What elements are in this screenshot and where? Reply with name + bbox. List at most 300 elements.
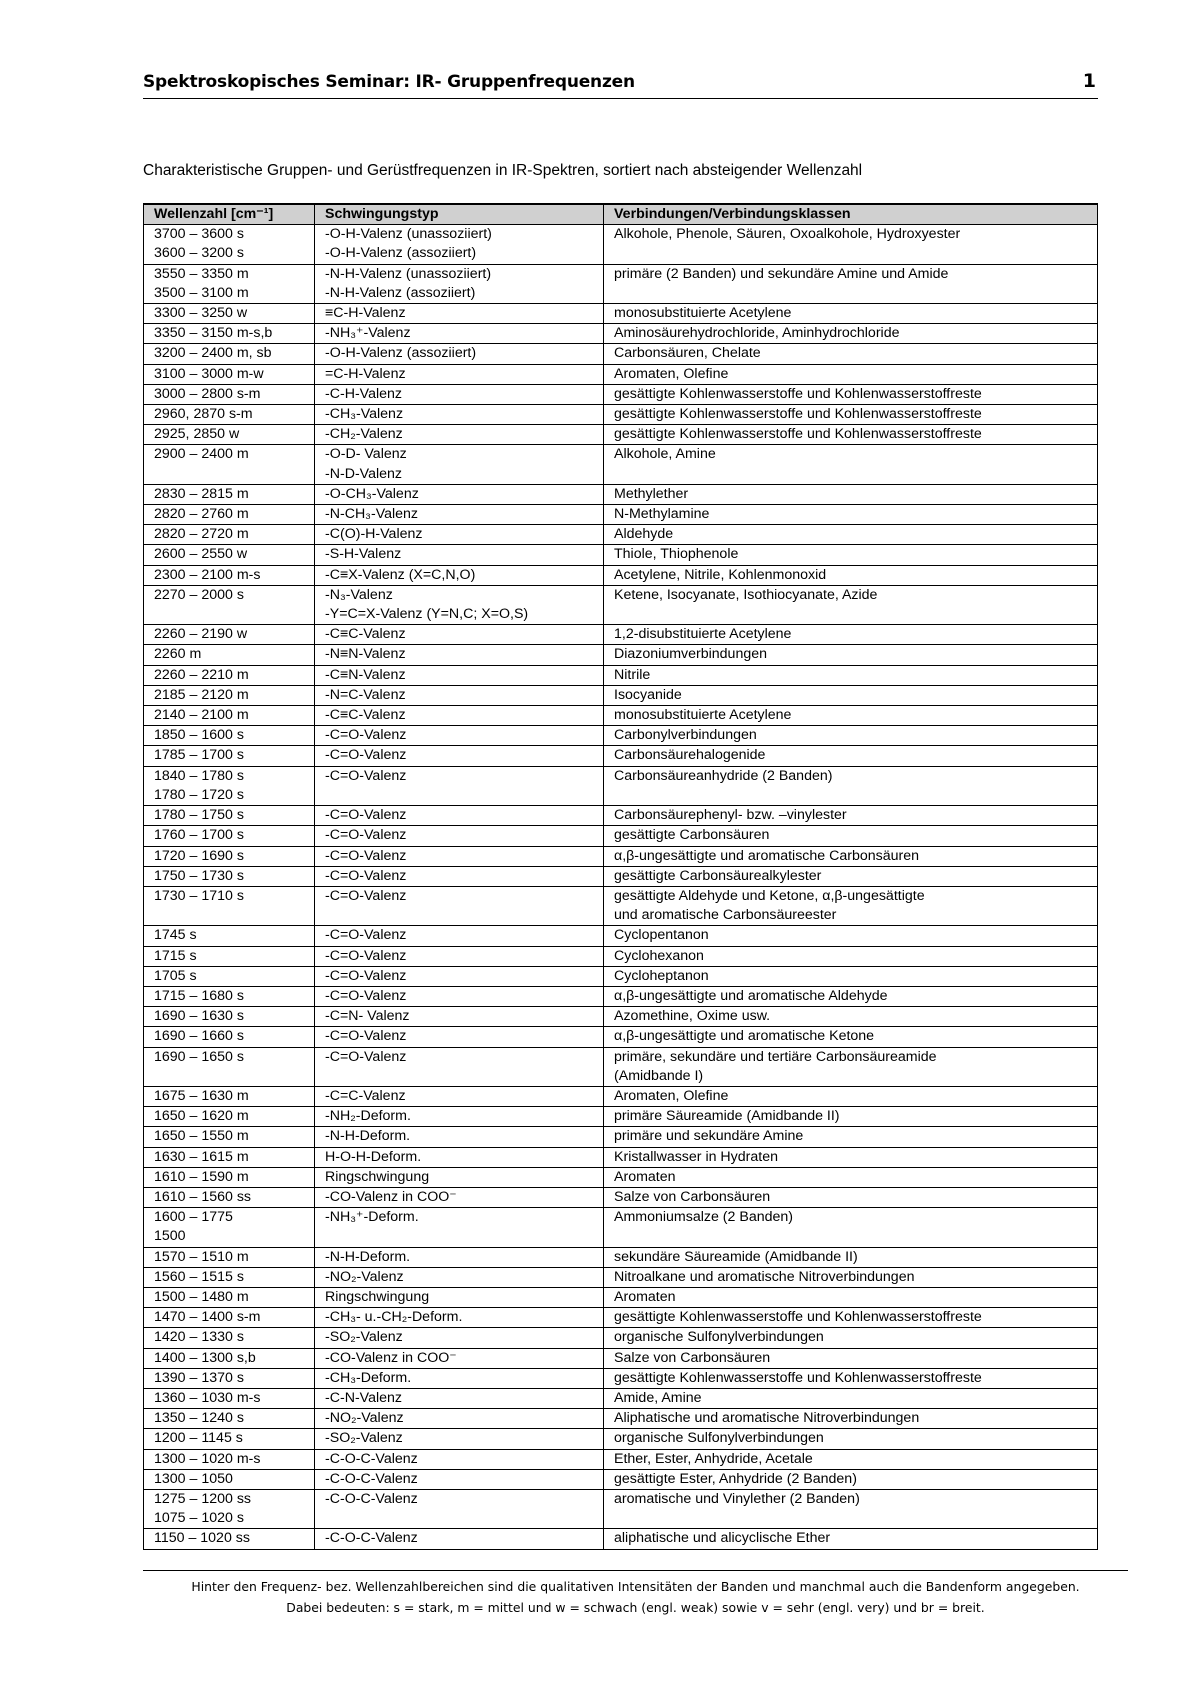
cell-line: -C-N-Valenz bbox=[325, 1389, 402, 1406]
verbindungen-cell bbox=[604, 344, 1098, 364]
verbindungen-cell bbox=[604, 585, 1098, 624]
wellenzahl-cell bbox=[144, 565, 315, 585]
schwingungstyp-cell bbox=[315, 886, 604, 925]
footer-line-1: Hinter den Frequenz- bez. Wellenzahlbereichen sind die qualitativen Intensitäten der Banden und manchmal auch die Bandenform angegeben. bbox=[191, 1579, 1080, 1594]
cell-line: -SO₂-Valenz bbox=[325, 1329, 403, 1346]
table-row bbox=[144, 966, 1098, 986]
wellenzahl-cell bbox=[144, 1247, 315, 1267]
cell-line: Ringschwingung bbox=[325, 1168, 430, 1185]
cell-line: -N-H-Deform. bbox=[325, 1248, 411, 1265]
cell-line: aromatische und Vinylether (2 Banden) bbox=[614, 1491, 860, 1507]
cell-line: -CH₃-Deform. bbox=[325, 1369, 412, 1386]
cell-line: -C-O-C-Valenz bbox=[325, 1450, 418, 1467]
verbindungen-cell bbox=[604, 545, 1098, 565]
table-row bbox=[144, 1127, 1098, 1147]
wellenzahl-cell bbox=[144, 364, 315, 384]
schwingungstyp-cell bbox=[315, 685, 604, 705]
table-row bbox=[144, 384, 1098, 404]
cell-line: 1690 – 1630 s bbox=[154, 1008, 244, 1025]
cell-line: Aromaten bbox=[614, 1288, 676, 1305]
cell-line: Azomethine, Oxime usw. bbox=[614, 1008, 771, 1025]
cell-line: (Amidbande I) bbox=[614, 1067, 704, 1084]
cell-line: Carbonsäuren, Chelate bbox=[614, 345, 761, 362]
wellenzahl-cell bbox=[144, 946, 315, 966]
verbindungen-cell bbox=[604, 766, 1098, 805]
table-row bbox=[144, 685, 1098, 705]
cell-line: -O-H-Valenz (unassoziiert) bbox=[325, 226, 492, 243]
footer-note bbox=[143, 1571, 1128, 1618]
table-row bbox=[144, 846, 1098, 866]
cell-line: gesättigte Aldehyde und Ketone, α,β-ungesättigte bbox=[614, 887, 925, 904]
table-row bbox=[144, 1208, 1098, 1247]
cell-line: -N-D-Valenz bbox=[325, 465, 402, 482]
schwingungstyp-cell bbox=[315, 1287, 604, 1307]
cell-line: -C=O-Valenz bbox=[325, 727, 407, 744]
cell-line: organische Sulfonylverbindungen bbox=[614, 1329, 824, 1346]
cell-line: -N₃-Valenz bbox=[325, 586, 393, 603]
table-row bbox=[144, 1086, 1098, 1106]
schwingungstyp-cell bbox=[315, 826, 604, 846]
cell-line: -NH₂-Deform. bbox=[325, 1108, 411, 1125]
verbindungen-cell bbox=[604, 1368, 1098, 1388]
wellenzahl-cell bbox=[144, 525, 315, 545]
cell-line: -C=O-Valenz bbox=[325, 847, 407, 864]
wellenzahl-cell bbox=[144, 1529, 315, 1549]
verbindungen-cell bbox=[604, 525, 1098, 545]
column-header-schwingungstyp: Schwingungstyp bbox=[315, 204, 604, 225]
cell-line: -C≡X-Valenz (X=C,N,O) bbox=[325, 566, 476, 583]
wellenzahl-cell bbox=[144, 1429, 315, 1449]
wellenzahl-cell bbox=[144, 665, 315, 685]
cell-line: 1705 s bbox=[154, 967, 197, 984]
schwingungstyp-cell bbox=[315, 866, 604, 886]
schwingungstyp-cell bbox=[315, 324, 604, 344]
cell-line: 1300 – 1050 bbox=[154, 1470, 233, 1487]
cell-line: primäre, sekundäre und tertiäre Carbonsäureamide bbox=[614, 1048, 937, 1065]
cell-line: 1350 – 1240 s bbox=[154, 1410, 244, 1427]
cell-line: Carbonsäurehalogenide bbox=[614, 747, 766, 764]
cell-line: -CO-Valenz in COO⁻ bbox=[325, 1188, 457, 1205]
schwingungstyp-cell bbox=[315, 445, 604, 484]
wellenzahl-cell bbox=[144, 986, 315, 1006]
table-row bbox=[144, 1007, 1098, 1027]
cell-line: -C=O-Valenz bbox=[325, 747, 407, 764]
cell-line: Cyclohexanon bbox=[614, 947, 704, 964]
table-row bbox=[144, 545, 1098, 565]
schwingungstyp-cell bbox=[315, 225, 604, 264]
schwingungstyp-cell bbox=[315, 665, 604, 685]
schwingungstyp-cell bbox=[315, 505, 604, 525]
cell-line: -O-H-Valenz (assoziiert) bbox=[325, 245, 477, 262]
column-header-verbindungen: Verbindungen/Verbindungsklassen bbox=[604, 204, 1098, 225]
cell-line: 1850 – 1600 s bbox=[154, 727, 244, 744]
table-row bbox=[144, 946, 1098, 966]
wellenzahl-cell bbox=[144, 1147, 315, 1167]
cell-line: primäre Säureamide (Amidbande II) bbox=[614, 1108, 840, 1125]
wellenzahl-cell bbox=[144, 886, 315, 925]
wellenzahl-cell bbox=[144, 966, 315, 986]
table-row bbox=[144, 926, 1098, 946]
cell-line: Ammoniumsalze (2 Banden) bbox=[614, 1209, 793, 1226]
wellenzahl-cell bbox=[144, 1469, 315, 1489]
verbindungen-cell bbox=[604, 1127, 1098, 1147]
cell-line: 3350 – 3150 m-s,b bbox=[154, 325, 273, 342]
schwingungstyp-cell bbox=[315, 926, 604, 946]
wellenzahl-cell bbox=[144, 706, 315, 726]
schwingungstyp-cell bbox=[315, 1167, 604, 1187]
verbindungen-cell bbox=[604, 1409, 1098, 1429]
schwingungstyp-cell bbox=[315, 966, 604, 986]
schwingungstyp-cell bbox=[315, 1027, 604, 1047]
table-row bbox=[144, 1490, 1098, 1529]
cell-line: 2925, 2850 w bbox=[154, 426, 240, 443]
table-row bbox=[144, 1388, 1098, 1408]
cell-line: 2270 – 2000 s bbox=[154, 586, 244, 603]
verbindungen-cell bbox=[604, 1047, 1098, 1086]
schwingungstyp-cell bbox=[315, 384, 604, 404]
cell-line: 1610 – 1590 m bbox=[154, 1168, 249, 1185]
cell-line: -N=C-Valenz bbox=[325, 686, 406, 703]
verbindungen-cell bbox=[604, 1328, 1098, 1348]
cell-line: gesättigte Carbonsäuren bbox=[614, 827, 770, 844]
cell-line: -N-H-Deform. bbox=[325, 1128, 411, 1145]
cell-line: Diazoniumverbindungen bbox=[614, 646, 768, 663]
verbindungen-cell bbox=[604, 304, 1098, 324]
verbindungen-cell bbox=[604, 665, 1098, 685]
cell-line: 1715 – 1680 s bbox=[154, 987, 244, 1004]
cell-line: 1560 – 1515 s bbox=[154, 1268, 244, 1285]
wellenzahl-cell bbox=[144, 1187, 315, 1207]
cell-line: Carbonsäurephenyl- bzw. –vinylester bbox=[614, 807, 847, 824]
verbindungen-cell bbox=[604, 886, 1098, 925]
cell-line: =C-H-Valenz bbox=[325, 365, 406, 382]
wellenzahl-cell bbox=[144, 545, 315, 565]
schwingungstyp-cell bbox=[315, 1328, 604, 1348]
schwingungstyp-cell bbox=[315, 1147, 604, 1167]
verbindungen-cell bbox=[604, 565, 1098, 585]
cell-line: Aromaten bbox=[614, 1168, 676, 1185]
verbindungen-cell bbox=[604, 625, 1098, 645]
cell-line: -O-H-Valenz (assoziiert) bbox=[325, 345, 477, 362]
wellenzahl-cell bbox=[144, 425, 315, 445]
cell-line: Acetylene, Nitrile, Kohlenmonoxid bbox=[614, 566, 827, 583]
cell-line: -N-CH₃-Valenz bbox=[325, 506, 419, 523]
cell-line: primäre (2 Banden) und sekundäre Amine und Amide bbox=[614, 265, 949, 282]
cell-line: Ringschwingung bbox=[325, 1288, 430, 1305]
table-row bbox=[144, 1027, 1098, 1047]
table-row bbox=[144, 1107, 1098, 1127]
schwingungstyp-cell bbox=[315, 1409, 604, 1429]
cell-line: 3700 – 3600 s bbox=[154, 226, 244, 243]
cell-line: 2820 – 2720 m bbox=[154, 526, 249, 543]
cell-line: 1600 – 1775 bbox=[154, 1209, 233, 1226]
verbindungen-cell bbox=[604, 225, 1098, 264]
cell-line: Amide, Amine bbox=[614, 1389, 702, 1406]
table-row bbox=[144, 1247, 1098, 1267]
cell-line: 1730 – 1710 s bbox=[154, 887, 244, 904]
column-header-wellenzahl: Wellenzahl [cm⁻¹] bbox=[144, 204, 315, 225]
cell-line: -NH₃⁺-Deform. bbox=[325, 1209, 419, 1226]
wellenzahl-cell bbox=[144, 304, 315, 324]
cell-line: 1150 – 1020 ss bbox=[154, 1530, 250, 1547]
verbindungen-cell bbox=[604, 384, 1098, 404]
cell-line: -N-H-Valenz (unassoziiert) bbox=[325, 265, 492, 282]
cell-line: 1500 bbox=[154, 1228, 186, 1245]
schwingungstyp-cell bbox=[315, 1187, 604, 1207]
schwingungstyp-cell bbox=[315, 1047, 604, 1086]
cell-line: gesättigte Kohlenwasserstoffe und Kohlenwasserstoffreste bbox=[614, 385, 982, 402]
cell-line: 2960, 2870 s-m bbox=[154, 406, 253, 423]
table-row bbox=[144, 866, 1098, 886]
verbindungen-cell bbox=[604, 1208, 1098, 1247]
cell-line: 1650 – 1550 m bbox=[154, 1128, 249, 1145]
footer-line-2: Dabei bedeuten: s = stark, m = mittel und w = schwach (engl. weak) sowie v = sehr (engl. very) und br = breit. bbox=[286, 1600, 985, 1615]
cell-line: Carbonsäureanhydride (2 Banden) bbox=[614, 767, 833, 784]
cell-line: 2820 – 2760 m bbox=[154, 506, 249, 523]
cell-line: gesättigte Kohlenwasserstoffe und Kohlenwasserstoffreste bbox=[614, 406, 982, 423]
wellenzahl-cell bbox=[144, 225, 315, 264]
cell-line: -CH₃-Valenz bbox=[325, 406, 404, 423]
cell-line: 2140 – 2100 m bbox=[154, 707, 249, 724]
schwingungstyp-cell bbox=[315, 1086, 604, 1106]
verbindungen-cell bbox=[604, 445, 1098, 484]
table-row bbox=[144, 445, 1098, 484]
table-row bbox=[144, 264, 1098, 303]
table-body bbox=[144, 225, 1098, 1549]
cell-line: 1780 – 1750 s bbox=[154, 807, 244, 824]
cell-line: 1650 – 1620 m bbox=[154, 1108, 249, 1125]
cell-line: -C=O-Valenz bbox=[325, 1028, 407, 1045]
schwingungstyp-cell bbox=[315, 1007, 604, 1027]
wellenzahl-cell bbox=[144, 1086, 315, 1106]
cell-line: 1275 – 1200 ss bbox=[154, 1491, 252, 1507]
wellenzahl-cell bbox=[144, 1287, 315, 1307]
cell-line: -C≡C-Valenz bbox=[325, 707, 406, 724]
wellenzahl-cell bbox=[144, 1368, 315, 1388]
schwingungstyp-cell bbox=[315, 545, 604, 565]
wellenzahl-cell bbox=[144, 846, 315, 866]
schwingungstyp-cell bbox=[315, 1449, 604, 1469]
wellenzahl-cell bbox=[144, 685, 315, 705]
table-row bbox=[144, 806, 1098, 826]
cell-line: -O-D- Valenz bbox=[325, 446, 407, 463]
table-row bbox=[144, 746, 1098, 766]
wellenzahl-cell bbox=[144, 585, 315, 624]
verbindungen-cell bbox=[604, 706, 1098, 726]
schwingungstyp-cell bbox=[315, 1368, 604, 1388]
table-row bbox=[144, 364, 1098, 384]
table-row bbox=[144, 1368, 1098, 1388]
cell-line: 1630 – 1615 m bbox=[154, 1148, 249, 1165]
cell-line: -SO₂-Valenz bbox=[325, 1430, 403, 1447]
verbindungen-cell bbox=[604, 1388, 1098, 1408]
table-row bbox=[144, 324, 1098, 344]
table-row bbox=[144, 665, 1098, 685]
verbindungen-cell bbox=[604, 1086, 1098, 1106]
table-row bbox=[144, 484, 1098, 504]
cell-line: 2830 – 2815 m bbox=[154, 485, 249, 502]
cell-line: 1690 – 1660 s bbox=[154, 1028, 244, 1045]
table-row bbox=[144, 1328, 1098, 1348]
wellenzahl-cell bbox=[144, 645, 315, 665]
verbindungen-cell bbox=[604, 1247, 1098, 1267]
cell-line: -C(O)-H-Valenz bbox=[325, 526, 423, 543]
cell-line: 1075 – 1020 s bbox=[154, 1510, 244, 1527]
cell-line: -S-H-Valenz bbox=[325, 546, 402, 563]
schwingungstyp-cell bbox=[315, 1490, 604, 1529]
cell-line: 1200 – 1145 s bbox=[154, 1430, 243, 1447]
cell-line: -C=O-Valenz bbox=[325, 767, 407, 784]
verbindungen-cell bbox=[604, 1449, 1098, 1469]
schwingungstyp-cell bbox=[315, 364, 604, 384]
table-row bbox=[144, 1409, 1098, 1429]
verbindungen-cell bbox=[604, 1490, 1098, 1529]
cell-line: Aldehyde bbox=[614, 526, 674, 543]
table-row bbox=[144, 826, 1098, 846]
cell-line: α,β-ungesättigte und aromatische Ketone bbox=[614, 1028, 875, 1045]
verbindungen-cell bbox=[604, 364, 1098, 384]
cell-line: -CH₂-Valenz bbox=[325, 426, 403, 443]
table-row bbox=[144, 525, 1098, 545]
wellenzahl-cell bbox=[144, 1490, 315, 1529]
cell-line: 1690 – 1650 s bbox=[154, 1048, 244, 1065]
cell-line: sekundäre Säureamide (Amidbande II) bbox=[614, 1248, 858, 1265]
cell-line: 1785 – 1700 s bbox=[154, 747, 244, 764]
wellenzahl-cell bbox=[144, 625, 315, 645]
cell-line: -C=O-Valenz bbox=[325, 1048, 407, 1065]
cell-line: 1420 – 1330 s bbox=[154, 1329, 244, 1346]
cell-line: 3300 – 3250 w bbox=[154, 305, 248, 322]
cell-line: -CO-Valenz in COO⁻ bbox=[325, 1349, 457, 1366]
table-row bbox=[144, 1348, 1098, 1368]
wellenzahl-cell bbox=[144, 1208, 315, 1247]
table-row bbox=[144, 304, 1098, 324]
cell-line: aliphatische und alicyclische Ether bbox=[614, 1530, 831, 1547]
cell-line: 1750 – 1730 s bbox=[154, 867, 244, 884]
verbindungen-cell bbox=[604, 1469, 1098, 1489]
cell-line: -C=C-Valenz bbox=[325, 1087, 406, 1104]
cell-line: -C≡C-Valenz bbox=[325, 626, 406, 643]
wellenzahl-cell bbox=[144, 1167, 315, 1187]
wellenzahl-cell bbox=[144, 384, 315, 404]
cell-line: 3500 – 3100 m bbox=[154, 284, 249, 301]
table-row bbox=[144, 886, 1098, 925]
cell-line: 1360 – 1030 m-s bbox=[154, 1389, 261, 1406]
cell-line: gesättigte Ester, Anhydride (2 Banden) bbox=[614, 1470, 857, 1487]
table-row bbox=[144, 625, 1098, 645]
table-row bbox=[144, 585, 1098, 624]
table-row bbox=[144, 1469, 1098, 1489]
schwingungstyp-cell bbox=[315, 706, 604, 726]
cell-line: Ether, Ester, Anhydride, Acetale bbox=[614, 1450, 813, 1467]
table-row bbox=[144, 766, 1098, 805]
page-header bbox=[143, 70, 1098, 99]
verbindungen-cell bbox=[604, 1007, 1098, 1027]
verbindungen-cell bbox=[604, 1287, 1098, 1307]
verbindungen-cell bbox=[604, 1107, 1098, 1127]
cell-line: Isocyanide bbox=[614, 686, 682, 703]
table-header-row bbox=[144, 204, 1098, 225]
schwingungstyp-cell bbox=[315, 1388, 604, 1408]
cell-line: 2260 m bbox=[154, 646, 202, 663]
verbindungen-cell bbox=[604, 685, 1098, 705]
wellenzahl-cell bbox=[144, 1409, 315, 1429]
wellenzahl-cell bbox=[144, 1027, 315, 1047]
cell-line: Cyclopentanon bbox=[614, 927, 709, 944]
schwingungstyp-cell bbox=[315, 1429, 604, 1449]
cell-line: Salze von Carbonsäuren bbox=[614, 1188, 771, 1205]
verbindungen-cell bbox=[604, 986, 1098, 1006]
cell-line: 1780 – 1720 s bbox=[154, 786, 244, 803]
schwingungstyp-cell bbox=[315, 645, 604, 665]
table-row bbox=[144, 645, 1098, 665]
cell-line: 3200 – 2400 m, sb bbox=[154, 345, 272, 362]
cell-line: Aromaten, Olefine bbox=[614, 1087, 729, 1104]
verbindungen-cell bbox=[604, 645, 1098, 665]
schwingungstyp-cell bbox=[315, 746, 604, 766]
cell-line: 3100 – 3000 m-w bbox=[154, 365, 264, 382]
verbindungen-cell bbox=[604, 846, 1098, 866]
schwingungstyp-cell bbox=[315, 304, 604, 324]
wellenzahl-cell bbox=[144, 505, 315, 525]
table-row bbox=[144, 986, 1098, 1006]
verbindungen-cell bbox=[604, 726, 1098, 746]
verbindungen-cell bbox=[604, 1529, 1098, 1549]
cell-line: Aliphatische und aromatische Nitroverbindungen bbox=[614, 1410, 920, 1427]
cell-line: Aminosäurehydrochloride, Aminhydrochloride bbox=[614, 325, 900, 342]
verbindungen-cell bbox=[604, 505, 1098, 525]
cell-line: -CH₃- u.-CH₂-Deform. bbox=[325, 1309, 463, 1326]
cell-line: 1,2-disubstituierte Acetylene bbox=[614, 626, 792, 643]
schwingungstyp-cell bbox=[315, 1308, 604, 1328]
verbindungen-cell bbox=[604, 946, 1098, 966]
wellenzahl-cell bbox=[144, 1308, 315, 1328]
cell-line: gesättigte Kohlenwasserstoffe und Kohlenwasserstoffreste bbox=[614, 1309, 982, 1326]
cell-line: -C=O-Valenz bbox=[325, 887, 407, 904]
cell-line: -C-H-Valenz bbox=[325, 385, 402, 402]
verbindungen-cell bbox=[604, 1348, 1098, 1368]
cell-line: 1840 – 1780 s bbox=[154, 767, 244, 784]
wellenzahl-cell bbox=[144, 866, 315, 886]
schwingungstyp-cell bbox=[315, 986, 604, 1006]
schwingungstyp-cell bbox=[315, 1208, 604, 1247]
cell-line: -Y=C=X-Valenz (Y=N,C; X=O,S) bbox=[325, 606, 529, 623]
cell-line: organische Sulfonylverbindungen bbox=[614, 1430, 824, 1447]
wellenzahl-cell bbox=[144, 1127, 315, 1147]
wellenzahl-cell bbox=[144, 766, 315, 805]
cell-line: -C=O-Valenz bbox=[325, 927, 407, 944]
schwingungstyp-cell bbox=[315, 1348, 604, 1368]
cell-line: monosubstituierte Acetylene bbox=[614, 305, 792, 322]
cell-line: 2300 – 2100 m-s bbox=[154, 566, 261, 583]
page-number: 1 bbox=[1082, 70, 1096, 92]
verbindungen-cell bbox=[604, 866, 1098, 886]
cell-line: Alkohole, Phenole, Säuren, Oxoalkohole, Hydroxyester bbox=[614, 226, 961, 243]
verbindungen-cell bbox=[604, 1308, 1098, 1328]
wellenzahl-cell bbox=[144, 1388, 315, 1408]
table-row bbox=[144, 1449, 1098, 1469]
wellenzahl-cell bbox=[144, 1267, 315, 1287]
cell-line: 1745 s bbox=[154, 927, 197, 944]
table-row bbox=[144, 565, 1098, 585]
schwingungstyp-cell bbox=[315, 1529, 604, 1549]
table-row bbox=[144, 1047, 1098, 1086]
table-row bbox=[144, 1429, 1098, 1449]
cell-line: -C-O-C-Valenz bbox=[325, 1530, 418, 1547]
schwingungstyp-cell bbox=[315, 766, 604, 805]
schwingungstyp-cell bbox=[315, 806, 604, 826]
schwingungstyp-cell bbox=[315, 1267, 604, 1287]
